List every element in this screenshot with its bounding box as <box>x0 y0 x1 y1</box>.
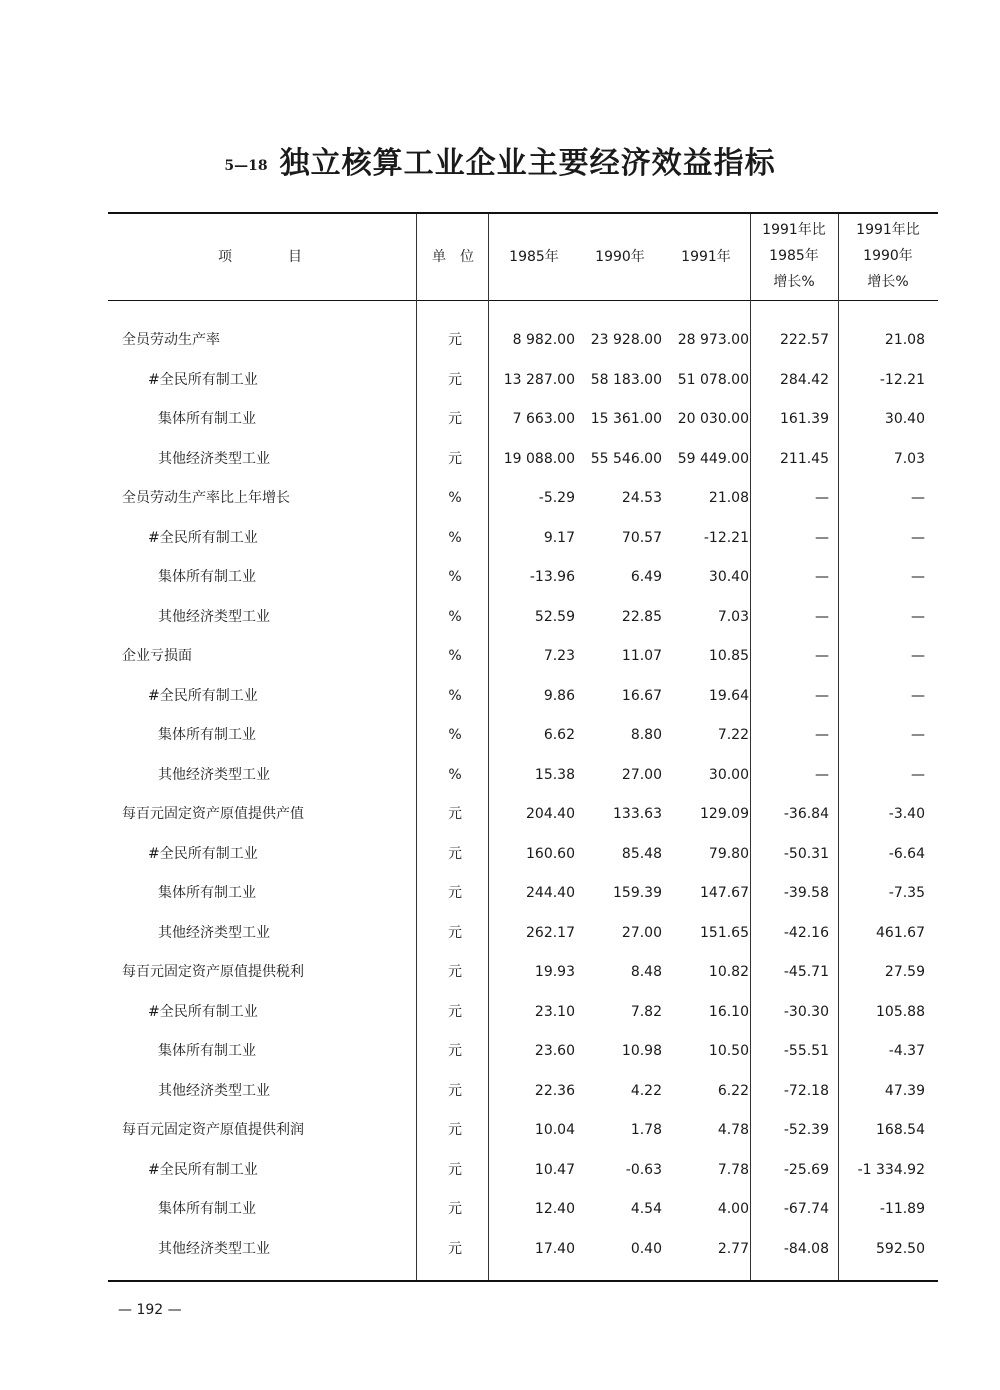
cell-v1990: 11.07 <box>621 648 662 664</box>
row-label: #全民所有制工业 <box>148 530 258 546</box>
cell-v1985: 8 982.00 <box>512 332 575 348</box>
cell-g90: — <box>911 688 925 704</box>
cell-g90: -3.40 <box>888 806 925 822</box>
row-unit: % <box>448 530 462 546</box>
cell-g85: 211.45 <box>780 451 829 467</box>
row-label: 企业亏损面 <box>122 648 192 664</box>
cell-g90: 168.54 <box>876 1122 925 1138</box>
cell-v1990: 8.48 <box>630 964 662 980</box>
cell-g85: -30.30 <box>783 1004 829 1020</box>
row-unit: % <box>448 767 462 783</box>
table-number: 5—18 <box>224 158 268 174</box>
cell-g85: — <box>815 609 829 625</box>
cell-v1985: 12.40 <box>534 1201 575 1217</box>
cell-v1991: 28 973.00 <box>677 332 749 348</box>
cell-g90: 47.39 <box>884 1083 925 1099</box>
cell-g85: -25.69 <box>783 1162 829 1178</box>
row-unit: 元 <box>448 885 462 901</box>
cell-g85: -55.51 <box>783 1043 829 1059</box>
cell-v1990: 4.22 <box>630 1083 662 1099</box>
row-label: 集体所有制工业 <box>158 727 256 743</box>
row-label: #全民所有制工业 <box>148 1162 258 1178</box>
header-bottom-rule <box>108 300 938 301</box>
cell-v1985: 17.40 <box>534 1241 575 1257</box>
cell-g85: -52.39 <box>783 1122 829 1138</box>
cell-v1990: 16.67 <box>621 688 662 704</box>
table-top-rule <box>108 212 938 214</box>
cell-v1985: 244.40 <box>526 885 575 901</box>
cell-v1985: 52.59 <box>534 609 575 625</box>
row-label: #全民所有制工业 <box>148 372 258 388</box>
cell-g90: — <box>911 648 925 664</box>
column-divider <box>416 214 417 1280</box>
cell-v1990: 8.80 <box>630 727 662 743</box>
cell-g85: — <box>815 767 829 783</box>
row-label: 全员劳动生产率比上年增长 <box>122 490 290 506</box>
row-unit: 元 <box>448 1043 462 1059</box>
page-number: — 192 — <box>118 1302 182 1318</box>
cell-g85: -50.31 <box>783 846 829 862</box>
row-unit: 元 <box>448 1241 462 1257</box>
row-label: 每百元固定资产原值提供利润 <box>122 1122 304 1138</box>
cell-v1985: 19.93 <box>534 964 575 980</box>
row-label: #全民所有制工业 <box>148 846 258 862</box>
cell-v1985: 23.60 <box>534 1043 575 1059</box>
cell-g90: — <box>911 609 925 625</box>
cell-v1991: 4.00 <box>717 1201 749 1217</box>
row-unit: 元 <box>448 332 462 348</box>
cell-g85: 284.42 <box>780 372 829 388</box>
row-unit: 元 <box>448 1004 462 1020</box>
cell-g90: -4.37 <box>888 1043 925 1059</box>
header-growth-vs-1990: 1991年比 1990年 增长% <box>856 222 920 290</box>
cell-v1991: 147.67 <box>700 885 749 901</box>
cell-v1990: 27.00 <box>621 925 662 941</box>
page-title <box>0 138 1000 182</box>
cell-g85: -67.74 <box>783 1201 829 1217</box>
cell-g85: -84.08 <box>783 1241 829 1257</box>
row-label: 其他经济类型工业 <box>158 451 270 467</box>
cell-v1985: 22.36 <box>534 1083 575 1099</box>
row-unit: % <box>448 609 462 625</box>
cell-v1991: 10.85 <box>708 648 749 664</box>
cell-g90: 461.67 <box>876 925 925 941</box>
row-unit: 元 <box>448 846 462 862</box>
cell-v1990: -0.63 <box>625 1162 662 1178</box>
cell-v1991: 4.78 <box>717 1122 749 1138</box>
row-unit: 元 <box>448 411 462 427</box>
cell-v1990: 4.54 <box>630 1201 662 1217</box>
cell-v1985: 7.23 <box>543 648 575 664</box>
cell-v1991: 30.40 <box>708 569 749 585</box>
cell-g90: 7.03 <box>893 451 925 467</box>
cell-g90: -12.21 <box>879 372 925 388</box>
cell-v1990: 159.39 <box>613 885 662 901</box>
cell-v1985: 204.40 <box>526 806 575 822</box>
cell-g85: -45.71 <box>783 964 829 980</box>
cell-g85: — <box>815 688 829 704</box>
cell-v1991: 151.65 <box>700 925 749 941</box>
row-label: 全员劳动生产率 <box>122 332 220 348</box>
cell-v1990: 70.57 <box>621 530 662 546</box>
cell-g85: — <box>815 569 829 585</box>
cell-g85: -39.58 <box>783 885 829 901</box>
row-unit: % <box>448 490 462 506</box>
cell-g90: — <box>911 490 925 506</box>
cell-v1990: 85.48 <box>621 846 662 862</box>
cell-v1985: 9.17 <box>543 530 575 546</box>
row-label: 集体所有制工业 <box>158 569 256 585</box>
cell-v1991: 10.82 <box>708 964 749 980</box>
cell-v1991: 16.10 <box>708 1004 749 1020</box>
row-unit: % <box>448 569 462 585</box>
cell-g90: 27.59 <box>884 964 925 980</box>
cell-g85: — <box>815 490 829 506</box>
cell-v1991: 7.22 <box>717 727 749 743</box>
cell-g90: — <box>911 530 925 546</box>
cell-g85: -72.18 <box>783 1083 829 1099</box>
cell-v1991: 59 449.00 <box>677 451 749 467</box>
cell-v1985: 9.86 <box>543 688 575 704</box>
row-unit: 元 <box>448 806 462 822</box>
cell-v1990: 1.78 <box>630 1122 662 1138</box>
row-label: 集体所有制工业 <box>158 1043 256 1059</box>
table-title: 独立核算工业企业主要经济效益指标 <box>279 146 776 181</box>
cell-v1990: 15 361.00 <box>590 411 662 427</box>
cell-v1991: 7.03 <box>717 609 749 625</box>
cell-g90: — <box>911 727 925 743</box>
cell-v1985: -5.29 <box>538 490 575 506</box>
cell-v1990: 133.63 <box>613 806 662 822</box>
row-label: 其他经济类型工业 <box>158 609 270 625</box>
cell-v1990: 55 546.00 <box>590 451 662 467</box>
cell-v1990: 24.53 <box>621 490 662 506</box>
cell-g90: 592.50 <box>876 1241 925 1257</box>
cell-v1991: 6.22 <box>717 1083 749 1099</box>
row-unit: % <box>448 648 462 664</box>
cell-g85: 161.39 <box>780 411 829 427</box>
cell-v1985: 7 663.00 <box>512 411 575 427</box>
row-label: 其他经济类型工业 <box>158 767 270 783</box>
cell-v1991: 19.64 <box>708 688 749 704</box>
cell-g85: 222.57 <box>780 332 829 348</box>
row-label: 其他经济类型工业 <box>158 1241 270 1257</box>
cell-g85: -36.84 <box>783 806 829 822</box>
cell-g90: 21.08 <box>884 332 925 348</box>
row-label: 每百元固定资产原值提供税利 <box>122 964 304 980</box>
cell-g85: — <box>815 727 829 743</box>
row-label: 集体所有制工业 <box>158 1201 256 1217</box>
cell-v1990: 6.49 <box>630 569 662 585</box>
row-unit: 元 <box>448 372 462 388</box>
header-growth-vs-1985: 1991年比 1985年 增长% <box>762 222 826 290</box>
cell-g90: -7.35 <box>888 885 925 901</box>
cell-g90: -11.89 <box>879 1201 925 1217</box>
cell-v1985: 23.10 <box>534 1004 575 1020</box>
row-unit: 元 <box>448 1083 462 1099</box>
cell-g90: -1 334.92 <box>857 1162 925 1178</box>
header-1985: 1985年 <box>509 249 559 265</box>
row-unit: % <box>448 727 462 743</box>
cell-g85: — <box>815 648 829 664</box>
cell-v1991: 30.00 <box>708 767 749 783</box>
row-label: 集体所有制工业 <box>158 885 256 901</box>
header-1990: 1990年 <box>595 249 645 265</box>
cell-v1991: 21.08 <box>708 490 749 506</box>
cell-v1991: 7.78 <box>717 1162 749 1178</box>
cell-v1985: 15.38 <box>534 767 575 783</box>
table-bottom-rule <box>108 1280 938 1282</box>
row-unit: 元 <box>448 1122 462 1138</box>
row-label: 每百元固定资产原值提供产值 <box>122 806 304 822</box>
cell-g90: — <box>911 569 925 585</box>
row-unit: 元 <box>448 964 462 980</box>
cell-g90: 30.40 <box>884 411 925 427</box>
row-unit: 元 <box>448 925 462 941</box>
row-label: #全民所有制工业 <box>148 688 258 704</box>
cell-v1985: 13 287.00 <box>503 372 575 388</box>
row-unit: % <box>448 688 462 704</box>
cell-v1991: 51 078.00 <box>677 372 749 388</box>
cell-v1991: 129.09 <box>700 806 749 822</box>
cell-v1985: 6.62 <box>543 727 575 743</box>
cell-v1991: 2.77 <box>717 1241 749 1257</box>
cell-v1991: 10.50 <box>708 1043 749 1059</box>
cell-v1985: 262.17 <box>526 925 575 941</box>
cell-g85: — <box>815 530 829 546</box>
header-1991: 1991年 <box>681 249 731 265</box>
cell-v1990: 0.40 <box>630 1241 662 1257</box>
cell-v1985: 10.04 <box>534 1122 575 1138</box>
cell-v1990: 23 928.00 <box>590 332 662 348</box>
cell-v1991: 20 030.00 <box>677 411 749 427</box>
row-label: 其他经济类型工业 <box>158 1083 270 1099</box>
cell-v1991: -12.21 <box>703 530 749 546</box>
row-label: 集体所有制工业 <box>158 411 256 427</box>
cell-v1990: 7.82 <box>630 1004 662 1020</box>
header-item: 项 目 <box>218 249 302 265</box>
row-label: #全民所有制工业 <box>148 1004 258 1020</box>
row-unit: 元 <box>448 451 462 467</box>
cell-v1985: -13.96 <box>529 569 575 585</box>
cell-g90: — <box>911 767 925 783</box>
row-label: 其他经济类型工业 <box>158 925 270 941</box>
cell-g90: 105.88 <box>876 1004 925 1020</box>
cell-v1985: 160.60 <box>526 846 575 862</box>
cell-v1990: 22.85 <box>621 609 662 625</box>
row-unit: 元 <box>448 1201 462 1217</box>
cell-v1991: 79.80 <box>708 846 749 862</box>
row-unit: 元 <box>448 1162 462 1178</box>
header-unit: 单 位 <box>432 249 474 265</box>
cell-v1985: 10.47 <box>534 1162 575 1178</box>
cell-v1990: 27.00 <box>621 767 662 783</box>
cell-v1990: 10.98 <box>621 1043 662 1059</box>
cell-g85: -42.16 <box>783 925 829 941</box>
cell-g90: -6.64 <box>888 846 925 862</box>
cell-v1985: 19 088.00 <box>503 451 575 467</box>
cell-v1990: 58 183.00 <box>590 372 662 388</box>
